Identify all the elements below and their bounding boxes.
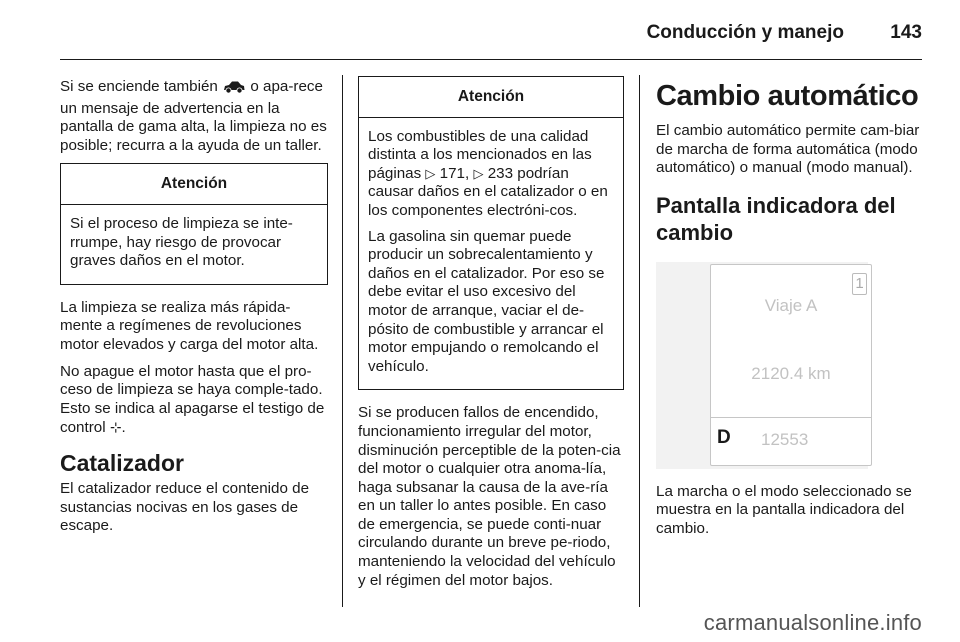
page-ref-arrow-icon: ▷ [425,165,436,181]
page-ref-arrow-icon: ▷ [473,165,484,181]
section-heading-catalizador: Catalizador [60,449,184,476]
page-ref-link[interactable]: 171 [439,164,465,182]
notice-text-gasoline: La gasolina sin quemar puede producir un sobrecalentamiento y daños en el catalizador. Por eso se debe evitar el uso excesivo del motor de arranque, vaciar el de-pósito de combustible y arrancar el motor empujando o remolcando el vehículo. [368,227,605,375]
trip-value: 2120.4 km [751,363,831,383]
notice-title: Atención [359,77,623,118]
paragraph-misfire: Si se producen fallos de encendido, funcionamiento irregular del motor, disminución perceptible de la poten-cia del motor o cualquier otra anoma-lía, haga subsanar la causa de la ave-ría en un taller lo antes posible. En caso de emergencia, se puede conti-nuar circulando durante un breve pe-riodo, manteniendo la velocidad del vehículo y el régimen del motor bajos. [358,404,621,589]
paragraph-automatic-gearbox: El cambio automático permite cam-biar de marcha de forma automática (modo automático) o manual (modo manual). [656,122,920,177]
header-title: Conducción y manejo [646,22,844,43]
watermark: carmanualsonline.info [703,610,922,635]
subheading-gear-display: Pantalla indicadora del cambio [656,192,896,245]
column-divider-left [342,75,343,607]
paragraph-cleaning-speed: La limpieza se realiza más rápida-mente a regímenes de revoluciones motor elevados y carga del motor alta. [60,298,319,353]
trip-label: Viaje A [764,295,818,315]
notice-text-fuel: Los combustibles de una calidad distinta a los mencionados en las páginas ▷ 171, ▷ 233 podrían causar daños en el catalizador o en los componentes electróni-cos. [368,127,608,219]
notice-body [61,205,327,284]
paragraph-engine-off: No apague el motor hasta que el pro-ceso de limpieza se haya comple-tado. Esto se indica al apagarse el testigo de control ⊹. [60,362,325,437]
notice-box-fuel [358,76,624,390]
gear-display-figure [656,262,868,469]
notice-body [359,118,623,390]
paragraph-warning-message: Si se enciende también o apa-rece un mensaje de advertencia en la pantalla de gama alta, la limpieza no es posible; recurra a la ayuda de un taller. [60,78,327,154]
notice-text: Si el proceso de limpieza se inte-rrumpe, hay riesgo de provocar graves daños en el motor. [70,214,293,270]
odometer-value: 12553 [761,429,809,449]
gear-display-screen [710,264,872,466]
page-ref-link[interactable]: 233 [487,164,514,182]
control-lamp-icon: ⊹ [109,419,122,436]
paragraph-catalizador: El catalizador reduce el contenido de sustancias nocivas en los gases de escape. [60,479,310,535]
gear-indicator: D [717,426,731,448]
column-left [60,78,328,544]
page-number: 143 [890,22,922,43]
header-rule [60,59,922,60]
car-warning-icon [222,80,246,100]
notice-title: Atención [61,164,327,205]
column-middle [358,76,624,598]
column-right [656,78,922,547]
section-heading-cambio-automatico: Cambio automático [656,80,919,112]
column-divider-right [639,75,640,607]
display-corner-digit: 1 [852,273,867,295]
notice-box-cleaning [60,163,328,284]
display-separator [711,417,871,419]
paragraph-gear-display: La marcha o el modo seleccionado se muestra en la pantalla indicadora del cambio. [656,482,912,537]
